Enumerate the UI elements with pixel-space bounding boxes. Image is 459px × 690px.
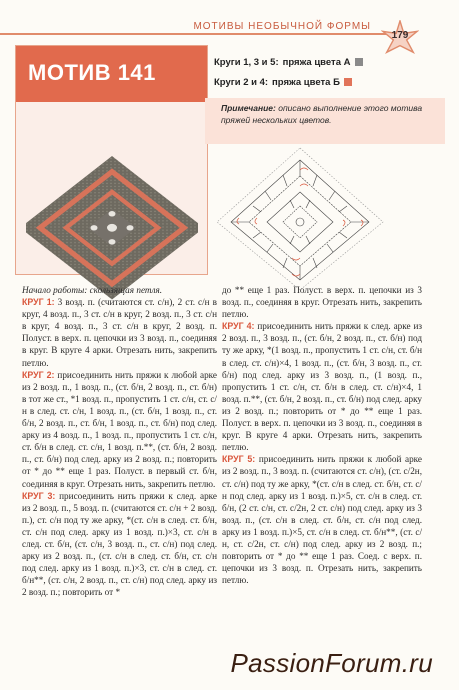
start-line: Начало работы: скользящая петля. [22, 285, 163, 295]
color-legend [214, 52, 444, 92]
note-text: описано выполнение этого мотива пряжей нескольких цветов. [221, 103, 423, 125]
watermark: PassionForum.ru [230, 648, 433, 678]
motif-card [15, 45, 208, 275]
swatch-b [344, 78, 352, 86]
round-4: КРУГ 4: присоединить нить пряжи к след. арке из 2 возд. п., 3 возд. п., (ст. б/н, 2 возд. п., ст. б/н) под ту же арку, *(1 возд. п., пропустить 1 ст. с/н, ст. б/н в след. ст. с/н)×4, 1 возд. п., (ст. б/н, 3 возд. п., ст. б/н) под след. арку из 3 возд. п., (1 возд. п., пропустить 1 ст. с/н, ст. б/н в след. ст. с/н)×4, 1 возд. п.**, (ст. б/н, 2 возд. п., ст. б/н) под след. арку из 2 возд. п.; повторить от * до ** еще 1 раз. Полуст. в верх. п. цепочки из 3 возд. п., соединяя в круг. В круге 4 арки. Отрезать нить, закрепить петлю. [222, 321, 422, 453]
crochet-diagram [205, 130, 395, 290]
round-5: КРУГ 5: присоединить нить пряжи к любой арке из 2 возд. п., 3 возд. п. (считаются ст. с/н), (ст. с/2н, ст. с/н) под ту же арку, *(ст. с/н в след. ст. б/н, ст. с/н под след. арку из 1 возд. п.)×5, ст. с/н в след. ст. б/н, (2 ст. с/н, ст. с/2н, 2 ст. с/н) под след. арку из 3 возд. п., (ст. с/н в след. ст. б/н, ст. с/н под след. арку из 1 возд. п.)×5, ст. с/н в след. ст. б/н**, (ст. с/н, ст. с/2н, ст. с/н) под след. арку из 2 возд. п.; повторить от * до ** еще 1 раз. Соед. с верх. п. цепочки из 3 возд. п. Отрезать нить, закрепить петлю. [222, 454, 422, 586]
page-number: 179 [391, 30, 409, 41]
instructions-left-column [22, 284, 217, 598]
legend-row-b: Круги 2 и 4: пряжа цвета Б [214, 72, 444, 92]
header-rule [0, 33, 397, 35]
section-title: МОТИВЫ НЕОБЫЧНОЙ ФОРМЫ [189, 21, 375, 32]
round-3: КРУГ 3: присоединить нить пряжи к след. арке из 2 возд. п., 5 возд. п. (считаются ст. с/н + 2 возд. п.), ст. с/н под ту же арку, *(ст. с/н в след. ст. б/н, ст. с/н под след. арку из 1 возд. п.)×3, ст. с/н в след. ст. б/н, (ст. с/н, 3 возд. п., ст. с/н) под след. арку из 2 возд. п., (ст. с/н в след. ст. б/н, ст. с/н под след. арку из 1 возд. п.)×3, ст. с/н в след. ст. б/н**, (ст. с/н, 2 возд. п., ст. с/н) под след. арку из 2 возд. п.; повторить от * [22, 490, 217, 598]
swatch-a [355, 58, 363, 66]
legend-row-a: Круги 1, 3 и 5: пряжа цвета А [214, 52, 444, 72]
page-header [0, 18, 459, 40]
round-3-continued: до ** еще 1 раз. Полуст. в верх. п. цепочки из 3 возд. п., соединяя в круг. Отрезать нить, закрепить петлю. [222, 285, 422, 320]
round-1: КРУГ 1: 3 возд. п. (считаются ст. с/н), 2 ст. с/н в круг, 4 возд. п., 3 ст. с/н в круг, 2 возд. п., 3 ст. с/н в круг, 4 возд. п., 3 ст. с/н в круг, 2 возд. п. Полуст. в верх. п. цепочки из 3 возд. п., соединяя в круг. В круге 4 арки. Отрезать нить, закрепить петлю. [22, 297, 217, 368]
round-2: КРУГ 2: присоединить нить пряжи к любой арке из 2 возд. п., 1 возд. п., (ст. б/н, 2 возд. п., ст. б/н) в тот же ст., *1 возд. п., пропустить 1 ст. с/н, ст. с/н в след. ст. с/н, 1 возд. п., (ст. б/н, 1 возд. п., ст. б/н, 2 возд. п., ст. б/н, 1 возд. п., ст. б/н) под след. арку из 4 возд. п., 1 возд. п., пропустить 1 ст. с/н, ст. б/н в след. ст. с/н, 1 возд. п.**, (ст. б/н, 2 возд. п., ст. б/н) под след. арку из 2 возд. п.; повторить от * до ** еще 1 раз. Полуст. в первый ст. б/н, соединяя в круг. Отрезать нить, закрепить петлю. [22, 369, 217, 489]
note-label: Примечание: [221, 103, 276, 113]
instructions-right-column [222, 284, 422, 586]
motif-title: МОТИВ 141 [16, 46, 207, 102]
